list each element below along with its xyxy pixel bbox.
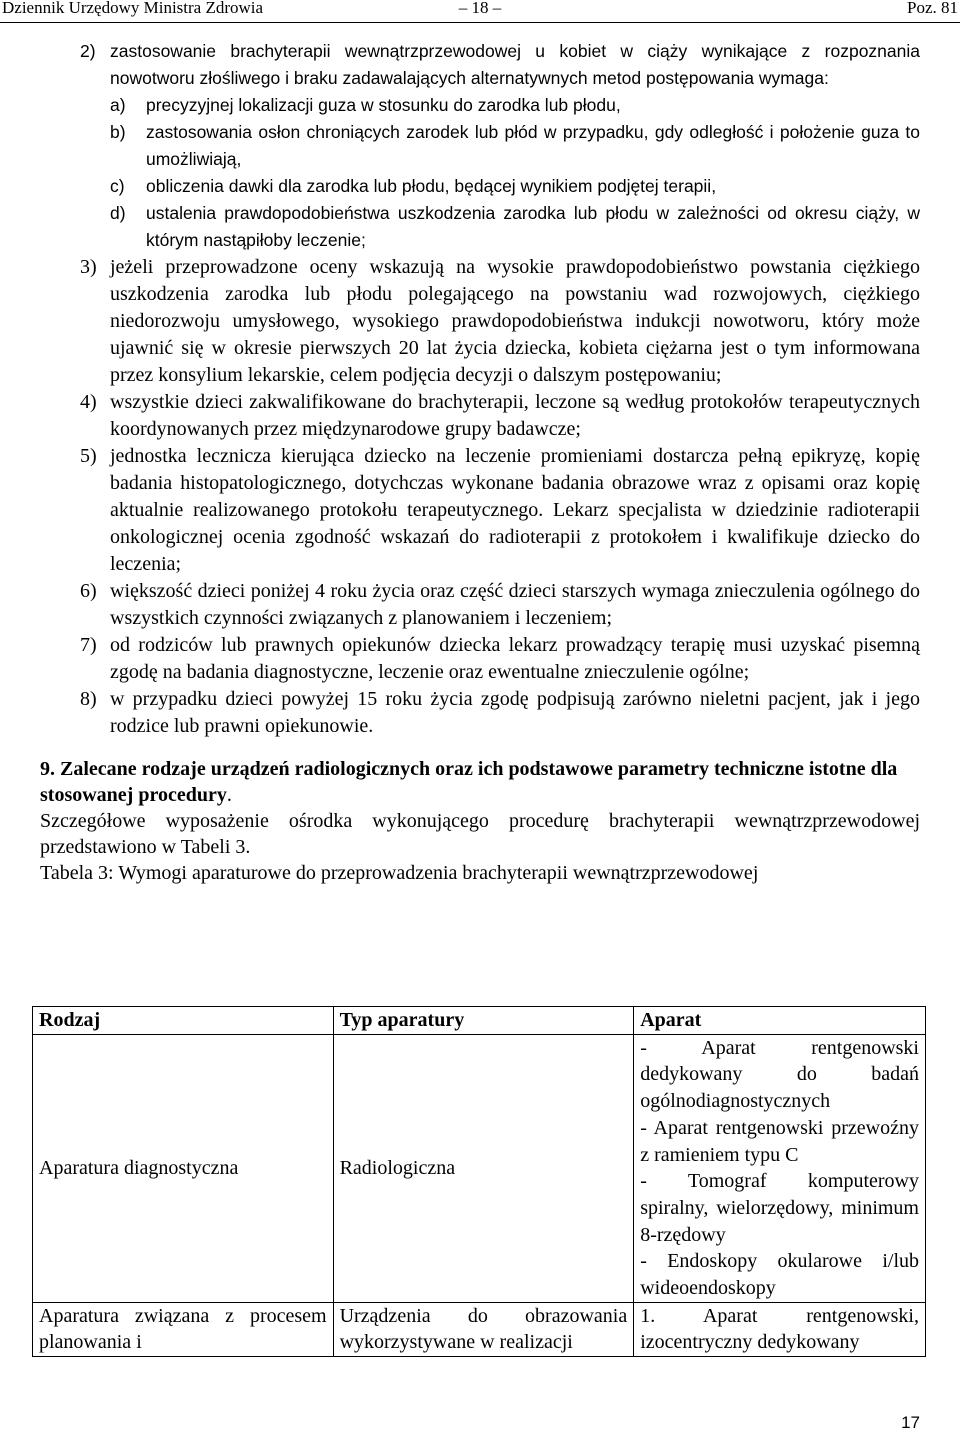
section-heading xyxy=(40,756,920,808)
list-item xyxy=(40,389,920,443)
table-cell: Aparatura diagnostyczna xyxy=(33,1034,334,1302)
equipment-entry: - Aparat rentgenowski dedykowany do badań ogólnodiagnostycznych xyxy=(640,1036,919,1113)
list-item-text: zastosowanie brachyterapii wewnątrzprzewodowej u kobiet w ciąży wynikające z rozpoznania nowotworu złośliwego i braku zadawalających alternatywnych metod postępowania wymaga: xyxy=(110,41,920,88)
section-title-end: . xyxy=(226,784,232,806)
list-item xyxy=(40,254,920,389)
column-header-aparat: Aparat xyxy=(634,1007,926,1035)
list-item-text: wszystkie dzieci zakwalifikowane do brachyterapii, leczone są według protokołów terapeutycznych koordynowanych przez międzynarodowe grupy badawcze; xyxy=(110,391,920,440)
list-item-text: w przypadku dzieci powyżej 15 roku życia zgodę podpisują zarówno nieletni pacjent, jak i jego rodzice lub prawni opiekunowie. xyxy=(110,688,920,737)
sub-list-item xyxy=(40,200,920,254)
table-cell: Radiologiczna xyxy=(333,1034,634,1302)
list-item-number: 7) xyxy=(80,634,97,656)
table-caption: Tabela 3: Wymogi aparaturowe do przeprowadzenia brachyterapii wewnątrzprzewodowej xyxy=(40,862,759,884)
position-number: Poz. 81 xyxy=(907,0,958,17)
section-paragraph: Szczegółowe wyposażenie ośrodka wykonującego procedurę brachyterapii wewnątrzprzewodowej przedstawiono w Tabeli 3. xyxy=(40,810,920,858)
sub-list-item xyxy=(40,173,920,200)
sub-list-item xyxy=(40,92,920,119)
sub-list-item xyxy=(40,119,920,173)
list-item xyxy=(40,632,920,686)
list-item-number: 3) xyxy=(80,256,97,278)
sub-item-text: precyzyjnej lokalizacji guza w stosunku do zarodka lub płodu, xyxy=(146,95,621,115)
table-cell xyxy=(634,1034,926,1302)
sub-item-text: obliczenia dawki dla zarodka lub płodu, będącej wynikiem podjętej terapii, xyxy=(146,176,717,196)
table-row xyxy=(33,1034,926,1302)
sub-item-text: ustalenia prawdopodobieństwa uszkodzenia zarodka lub płodu w zależności od okresu ciąży, w którym nastąpiłoby leczenie; xyxy=(146,203,920,250)
list-item-text: jednostka lecznicza kierująca dziecko na leczenie promieniami dostarcza pełną epikryzę, kopię badania histopatologicznego, dotychczas wykonane badania obrazowe wraz z opisami oraz kopię aktualnie realizowanego protokołu terapeutycznego. Lekarz specjalista w dziedzinie radioterapii onkologicznej ocenia zgodność wskazań do radioterapii z protokołem i kwalifikuje dziecko do leczenia; xyxy=(110,445,920,575)
list-item-number: 8) xyxy=(80,688,97,710)
table-cell: Urządzenia do obrazowania wykorzystywane w realizacji xyxy=(333,1302,634,1356)
column-header-rodzaj: Rodzaj xyxy=(33,1007,334,1035)
sub-item-letter: c) xyxy=(110,176,125,196)
list-item xyxy=(40,686,920,740)
column-header-typ: Typ aparatury xyxy=(333,1007,634,1035)
equipment-table xyxy=(32,1006,926,1357)
sub-item-letter: d) xyxy=(110,203,126,223)
list-item-number: 5) xyxy=(80,445,97,467)
list-item-text: większość dzieci poniżej 4 roku życia oraz część dzieci starszych wymaga znieczulenia ogólnego do wszystkich czynności związanych z planowaniem i leczeniem; xyxy=(110,580,920,629)
page-marker: – 18 – xyxy=(458,0,502,17)
table-cell: Aparatura związana z procesem planowania i xyxy=(33,1302,334,1356)
equipment-entry: - Endoskopy okularowe i/lub wideoendoskopy xyxy=(640,1250,919,1300)
document-body xyxy=(40,38,920,886)
list-item-number: 2) xyxy=(80,41,96,61)
sub-item-letter: a) xyxy=(110,95,126,115)
page-number: 17 xyxy=(901,1413,920,1432)
section-title: 9. Zalecane rodzaje urządzeń radiologicznych oraz ich podstawowe parametry techniczne istotne dla stosowanej procedury xyxy=(40,758,898,806)
list-item-number: 6) xyxy=(80,580,97,602)
sub-item-letter: b) xyxy=(110,122,126,142)
list-item-text: od rodziców lub prawnych opiekunów dziecka lekarz prowadzący terapię musi uzyskać pisemną zgodę na badania diagnostyczne, leczenie oraz ewentualne znieczulenie ogólne; xyxy=(110,634,920,683)
table-header-row xyxy=(33,1007,926,1035)
equipment-entry: - Tomograf komputerowy spiralny, wielorzędowy, minimum 8-rzędowy xyxy=(640,1170,919,1246)
table-cell: 1. Aparat rentgenowski, izocentryczny dedykowany xyxy=(634,1302,926,1356)
list-item-text: jeżeli przeprowadzone oceny wskazują na wysokie prawdopodobieństwo powstania ciężkiego uszkodzenia zarodka lub płodu polegającego na powstaniu wad rozwojowych, ciężkiego niedorozwoju umysłowego, wysokiego prawdopodobieństwa indukcji nowotworu, który może ujawnić się w okresie pierwszych 20 lat życia dziecka, kobieta ciężarna jest o tym informowana przez konsylium lekarskie, celem podjęcia decyzji o dalszym postępowaniu; xyxy=(110,256,920,386)
list-item xyxy=(40,38,920,92)
table-row xyxy=(33,1302,926,1356)
list-item xyxy=(40,578,920,632)
list-item-number: 4) xyxy=(80,391,97,413)
equipment-entry: - Aparat rentgenowski przewoźny z ramieniem typu C xyxy=(640,1116,919,1166)
journal-title: Dziennik Urzędowy Ministra Zdrowia xyxy=(2,0,264,17)
page-header xyxy=(0,0,960,23)
sub-item-text: zastosowania osłon chroniących zarodek lub płód w przypadku, gdy odległość i położenie guza to umożliwiają, xyxy=(146,122,920,169)
list-item xyxy=(40,443,920,578)
